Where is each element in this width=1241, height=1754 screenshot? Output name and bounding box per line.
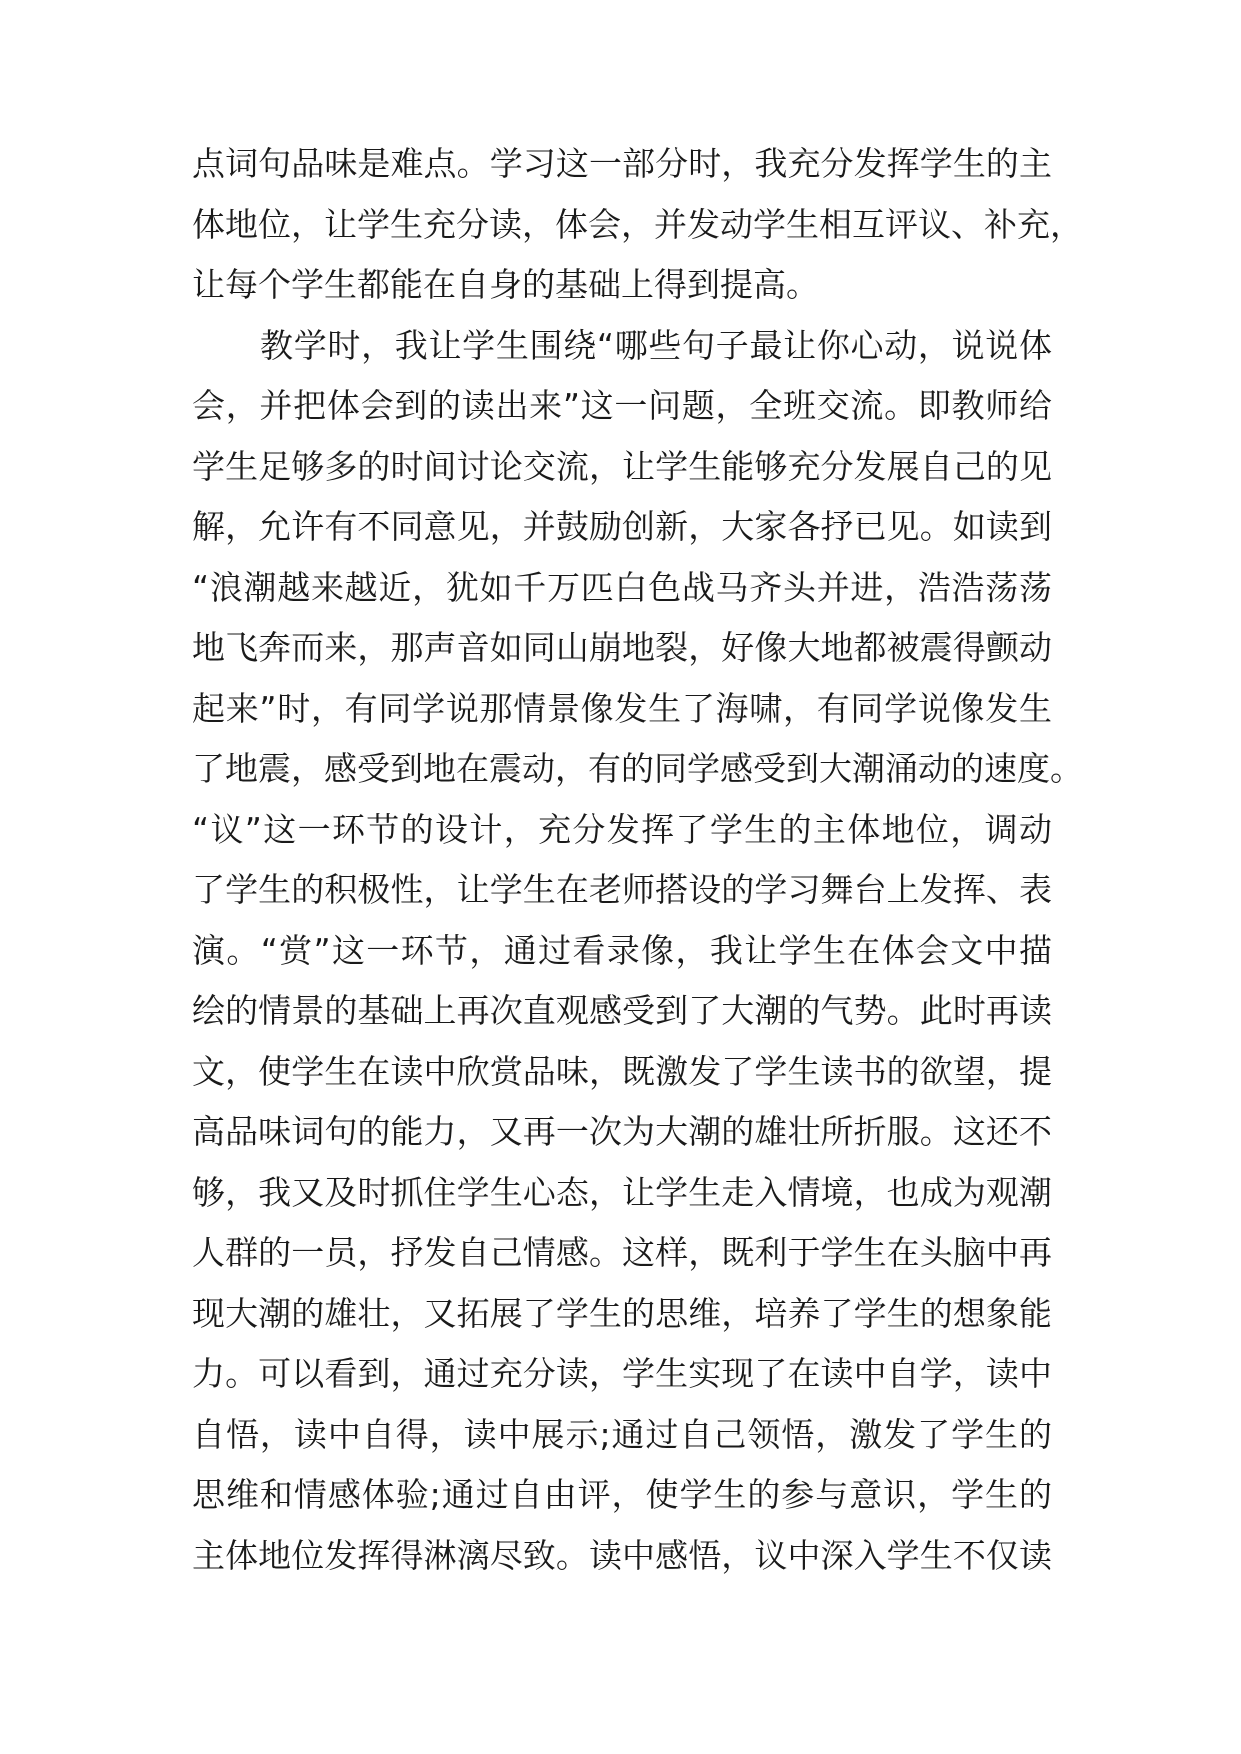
text-line: 会，并把体会到的读出来”这一问题，全班交流。即教师给 bbox=[192, 386, 1052, 425]
text-line: 主体地位发挥得淋漓尽致。读中感悟，议中深入学生不仅读 bbox=[192, 1535, 1052, 1575]
text-line: 让每个学生都能在自身的基础上得到提高。 bbox=[192, 265, 819, 304]
text-line: 学生足够多的时间讨论交流，让学生能够充分发展自己的见 bbox=[192, 446, 1052, 486]
text-line: 点词句品味是难点。学习这一部分时，我充分发挥学生的主 bbox=[192, 144, 1052, 183]
body-text bbox=[192, 134, 1083, 1647]
text-line: “议”这一环节的设计，充分发挥了学生的主体地位，调动 bbox=[192, 809, 1052, 849]
text-line: 演。“赏”这一环节，通过看录像，我让学生在体会文中描 bbox=[192, 930, 1052, 970]
text-line: 解，允许有不同意见，并鼓励创新，大家各抒已见。如读到 bbox=[192, 507, 1052, 546]
text-line bbox=[192, 1586, 1052, 1647]
text-line: 高品味词句的能力，又再一次为大潮的雄壮所折服。这还不 bbox=[192, 1112, 1052, 1151]
text-line: 力。可以看到，通过充分读，学生实现了在读中自学，读中 bbox=[192, 1354, 1052, 1393]
text-line: 起来”时，有同学说那情景像发生了海啸，有同学说像发生 bbox=[192, 688, 1052, 728]
text-line: 了地震，感受到地在震动，有的同学感受到大潮涌动的速度。 bbox=[192, 749, 1083, 788]
text-line: 思维和情感体验;通过自由评，使学生的参与意识，学生的 bbox=[192, 1475, 1052, 1514]
text-line: 了学生的积极性，让学生在老师搭设的学习舞台上发挥、表 bbox=[192, 870, 1052, 909]
text-line: 够，我又及时抓住学生心态，让学生走入情境，也成为观潮 bbox=[192, 1172, 1052, 1212]
text-line: 绘的情景的基础上再次直观感受到了大潮的气势。此时再读 bbox=[192, 991, 1052, 1030]
text-line: 地飞奔而来，那声音如同山崩地裂，好像大地都被震得颤动 bbox=[192, 628, 1052, 667]
text-line: 自悟，读中自得，读中展示;通过自己领悟，激发了学生的 bbox=[192, 1414, 1052, 1454]
text-line: 文，使学生在读中欣赏品味，既激发了学生读书的欲望，提 bbox=[192, 1051, 1052, 1091]
text-line: 现大潮的雄壮，又拓展了学生的思维，培养了学生的想象能 bbox=[192, 1293, 1052, 1333]
text-line: “浪潮越来越近，犹如千万匹白色战马齐头并进，浩浩荡荡 bbox=[192, 567, 1052, 607]
text-line: 人群的一员，抒发自己情感。这样，既利于学生在头脑中再 bbox=[192, 1233, 1052, 1272]
text-line: 教学时，我让学生围绕“哪些句子最让你心动，说说体 bbox=[260, 325, 1052, 365]
text-line: 体地位，让学生充分读，体会，并发动学生相互评议、补充， bbox=[192, 204, 1083, 244]
